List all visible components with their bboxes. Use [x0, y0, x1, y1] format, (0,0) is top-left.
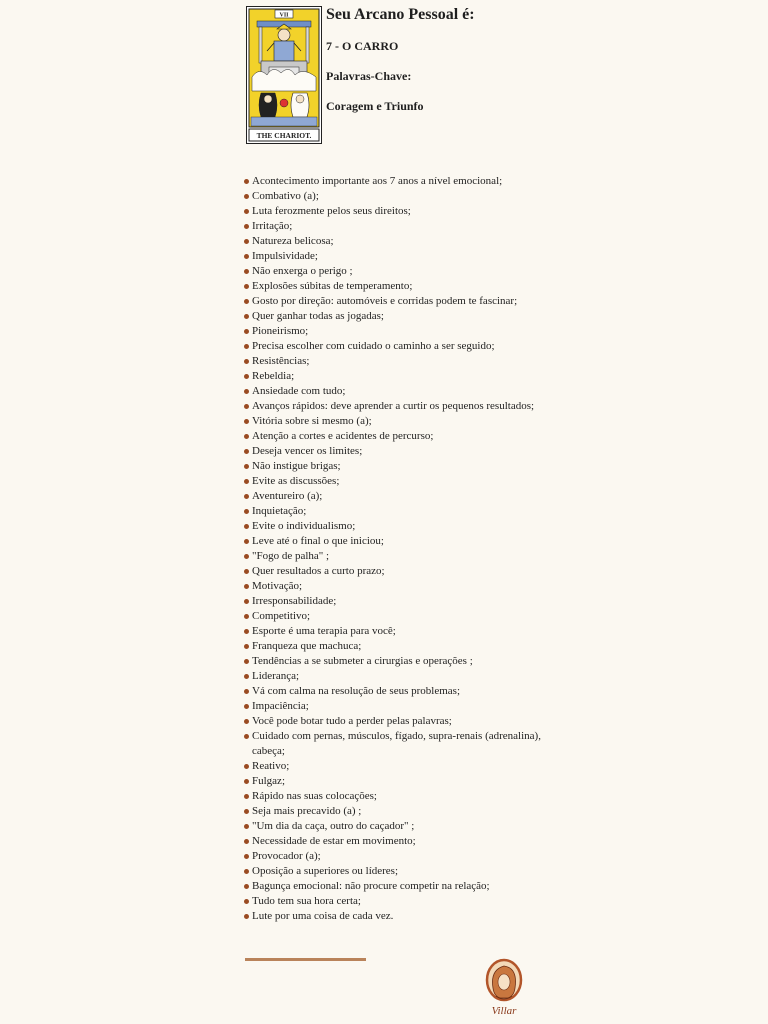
bullet-icon: [244, 509, 249, 514]
list-item: Seja mais precavido (a) ;: [244, 804, 544, 819]
list-item: Oposição a superiores ou líderes;: [244, 864, 544, 879]
tarot-card-image: [246, 6, 322, 144]
bullet-icon: [244, 779, 249, 784]
bullet-icon: [244, 404, 249, 409]
list-item: Impaciência;: [244, 699, 544, 714]
list-item: Pioneirismo;: [244, 324, 544, 339]
arcano-header: [326, 6, 646, 113]
logo-emblem-icon: [484, 958, 524, 1018]
list-item: Inquietação;: [244, 504, 544, 519]
bullet-icon: [244, 209, 249, 214]
list-item: Liderança;: [244, 669, 544, 684]
bullet-icon: [244, 194, 249, 199]
list-item: Vá com calma na resolução de seus problemas;: [244, 684, 544, 699]
list-item: Tudo tem sua hora certa;: [244, 894, 544, 909]
bullet-icon: [244, 599, 249, 604]
bullet-icon: [244, 224, 249, 229]
bullet-icon: [244, 464, 249, 469]
list-item: Motivação;: [244, 579, 544, 594]
bullet-icon: [244, 884, 249, 889]
keywords-value: Coragem e Triunfo: [326, 99, 424, 113]
bullet-icon: [244, 764, 249, 769]
list-item: Combativo (a);: [244, 189, 544, 204]
card-caption: THE CHARIOT.: [256, 131, 312, 140]
bullet-icon: [244, 374, 249, 379]
list-item: Gosto por direção: automóveis e corridas podem te fascinar;: [244, 294, 544, 309]
list-item: Não instigue brigas;: [244, 459, 544, 474]
list-item: Você pode botar tudo a perder pelas palavras;: [244, 714, 544, 729]
list-item: Explosões súbitas de temperamento;: [244, 279, 544, 294]
keywords-label: Palavras-Chave:: [326, 69, 412, 83]
list-item: Irritação;: [244, 219, 544, 234]
list-item: Precisa escolher com cuidado o caminho a ser seguido;: [244, 339, 544, 354]
logo-text: Villar: [491, 1005, 517, 1017]
arcano-name: 7 - O CARRO: [326, 39, 399, 53]
bullet-icon: [244, 899, 249, 904]
bullet-icon: [244, 554, 249, 559]
bullet-icon: [244, 689, 249, 694]
bullet-icon: [244, 734, 249, 739]
bullet-icon: [244, 494, 249, 499]
bullet-icon: [244, 434, 249, 439]
bullet-icon: [244, 809, 249, 814]
list-item: Aventureiro (a);: [244, 489, 544, 504]
list-item: Cuidado com pernas, músculos, fígado, supra-renais (adrenalina), cabeça;: [244, 729, 544, 759]
list-item: Franqueza que machuca;: [244, 639, 544, 654]
list-item: Acontecimento importante aos 7 anos a nível emocional;: [244, 174, 544, 189]
bullet-icon: [244, 854, 249, 859]
list-item: Vitória sobre si mesmo (a);: [244, 414, 544, 429]
bullet-icon: [244, 419, 249, 424]
list-item: Irresponsabilidade;: [244, 594, 544, 609]
list-item: Atenção a cortes e acidentes de percurso;: [244, 429, 544, 444]
bullet-icon: [244, 314, 249, 319]
bullet-icon: [244, 479, 249, 484]
page-title: Seu Arcano Pessoal é:: [326, 6, 475, 23]
bullet-icon: [244, 644, 249, 649]
bullet-icon: [244, 719, 249, 724]
list-item: "Fogo de palha" ;: [244, 549, 544, 564]
list-item: Evite as discussões;: [244, 474, 544, 489]
list-item: Tendências a se submeter a cirurgias e operações ;: [244, 654, 544, 669]
list-item: Fulgaz;: [244, 774, 544, 789]
bullet-icon: [244, 869, 249, 874]
footer-divider: [245, 958, 366, 961]
villar-logo[interactable]: [484, 958, 524, 1018]
list-item: Quer resultados a curto prazo;: [244, 564, 544, 579]
list-item: Provocador (a);: [244, 849, 544, 864]
bullet-icon: [244, 299, 249, 304]
list-item: Resistências;: [244, 354, 544, 369]
list-item: Avanços rápidos: deve aprender a curtir os pequenos resultados;: [244, 399, 544, 414]
bullet-icon: [244, 254, 249, 259]
chariot-card-illustration: [247, 7, 321, 143]
list-item: Rápido nas suas colocações;: [244, 789, 544, 804]
bullet-icon: [244, 359, 249, 364]
bullet-icon: [244, 344, 249, 349]
bullet-icon: [244, 614, 249, 619]
bullet-icon: [244, 389, 249, 394]
list-item: Ansiedade com tudo;: [244, 384, 544, 399]
bullet-icon: [244, 449, 249, 454]
list-item: Deseja vencer os limites;: [244, 444, 544, 459]
bullet-icon: [244, 914, 249, 919]
list-item: Evite o individualismo;: [244, 519, 544, 534]
list-item: Quer ganhar todas as jogadas;: [244, 309, 544, 324]
list-item: Reativo;: [244, 759, 544, 774]
list-item: Luta ferozmente pelos seus direitos;: [244, 204, 544, 219]
bullet-icon: [244, 704, 249, 709]
bullet-icon: [244, 659, 249, 664]
bullet-icon: [244, 179, 249, 184]
list-item: "Um dia da caça, outro do caçador" ;: [244, 819, 544, 834]
list-item: Competitivo;: [244, 609, 544, 624]
bullet-icon: [244, 524, 249, 529]
bullet-icon: [244, 284, 249, 289]
bullet-icon: [244, 584, 249, 589]
bullet-icon: [244, 629, 249, 634]
bullet-icon: [244, 539, 249, 544]
list-item: Leve até o final o que iniciou;: [244, 534, 544, 549]
bullet-icon: [244, 674, 249, 679]
card-numeral: VII: [279, 12, 289, 19]
list-item: Rebeldia;: [244, 369, 544, 384]
list-item: Não enxerga o perigo ;: [244, 264, 544, 279]
list-item: Necessidade de estar em movimento;: [244, 834, 544, 849]
bullet-icon: [244, 239, 249, 244]
bullet-icon: [244, 329, 249, 334]
list-item: Natureza belicosa;: [244, 234, 544, 249]
list-item: Impulsividade;: [244, 249, 544, 264]
trait-list: [244, 174, 544, 924]
list-item: Lute por uma coisa de cada vez.: [244, 909, 544, 924]
bullet-icon: [244, 569, 249, 574]
list-item: Esporte é uma terapia para você;: [244, 624, 544, 639]
bullet-icon: [244, 824, 249, 829]
bullet-icon: [244, 269, 249, 274]
bullet-icon: [244, 794, 249, 799]
bullet-icon: [244, 839, 249, 844]
list-item: Bagunça emocional: não procure competir na relação;: [244, 879, 544, 894]
